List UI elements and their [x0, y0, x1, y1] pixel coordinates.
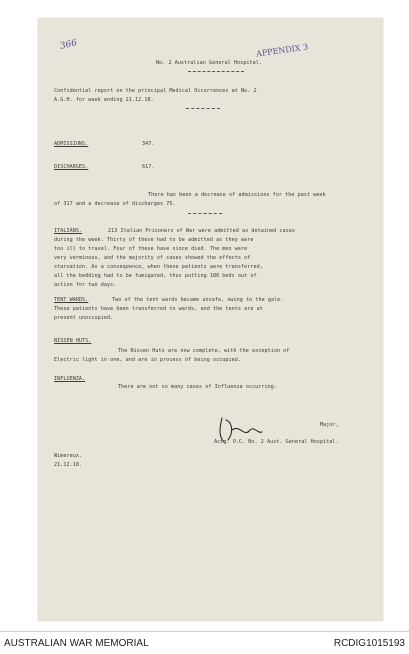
- place: Wimereux.: [54, 453, 83, 459]
- admissions-value: 347.: [142, 141, 155, 147]
- tent-wards-line-2: These patients have been transferred to wards, and the tents are at: [54, 306, 263, 312]
- tent-wards-line-3: present unoccupied.: [54, 315, 114, 321]
- decrease-rule: [188, 213, 222, 214]
- date: 21.12.18.: [54, 462, 83, 468]
- title-rule: [188, 71, 244, 72]
- intro-line-1: Confidential report on the principal Medical Occurrences at No. 2: [54, 88, 257, 94]
- section-heading-influenza: INFLUENZA.: [54, 376, 86, 382]
- italians-line-4: very verminous, and the majority of cases showed the effects of: [54, 255, 251, 261]
- italians-line-1: 213 Italian Prisoners of War were admitted as detained cases: [108, 228, 296, 234]
- signatory-rank: Major,: [320, 422, 339, 428]
- discharges-value: 617.: [142, 164, 155, 170]
- influenza-line-1: There are not so many cases of Influenza occurring.: [118, 384, 277, 390]
- italians-line-2: during the week. Thirty of these had to be admitted as they were: [54, 237, 254, 243]
- intro-rule: [186, 108, 220, 109]
- italians-line-7: action for two days.: [54, 282, 117, 288]
- decrease-line-2: of 317 and a decrease of discharges 75.: [54, 201, 176, 207]
- decrease-line-1: There has been a decrease of admissions for the past week: [148, 192, 326, 198]
- italians-line-5: starvation. As a consequence, when these patients were transferred,: [54, 264, 263, 270]
- nissen-huts-line-2: Electric light in one, and are in process of being occupied.: [54, 357, 242, 363]
- italians-line-6: all the bedding had to be fumigated, thus putting 180 beds out of: [54, 273, 257, 279]
- document-title: No. 2 Australian General Hospital.: [156, 60, 262, 66]
- document-page: [38, 18, 383, 621]
- footer-divider: [0, 631, 409, 632]
- section-heading-tent-wards: TENT WARDS.: [54, 297, 89, 303]
- appendix-note: APPENDIX 3: [255, 42, 309, 59]
- tent-wards-line-1: Two of the tent wards became unsafe, owing to the gale.: [112, 297, 284, 303]
- intro-line-2: A.G.H. for week ending 21.12.18.: [54, 97, 154, 103]
- archive-name: AUSTRALIAN WAR MEMORIAL: [4, 638, 149, 649]
- section-heading-nissen-huts: NISSEN HUTS.: [54, 338, 92, 344]
- signatory-title: Actg. O.C. No. 2 Aust. General Hospital.: [214, 439, 339, 445]
- archive-reference: RCDIG1015193: [333, 638, 405, 649]
- italians-line-3: too ill to travel. Four of these have since died. The men were: [54, 246, 248, 252]
- folio-number: 366: [59, 38, 79, 52]
- discharges-label: DISCHARGES.: [54, 164, 89, 170]
- admissions-label: ADMISSIONS.: [54, 141, 89, 147]
- nissen-huts-line-1: The Nissen Huts are now complete, with the exception of: [118, 348, 290, 354]
- section-heading-italians: ITALIANS.: [54, 228, 83, 234]
